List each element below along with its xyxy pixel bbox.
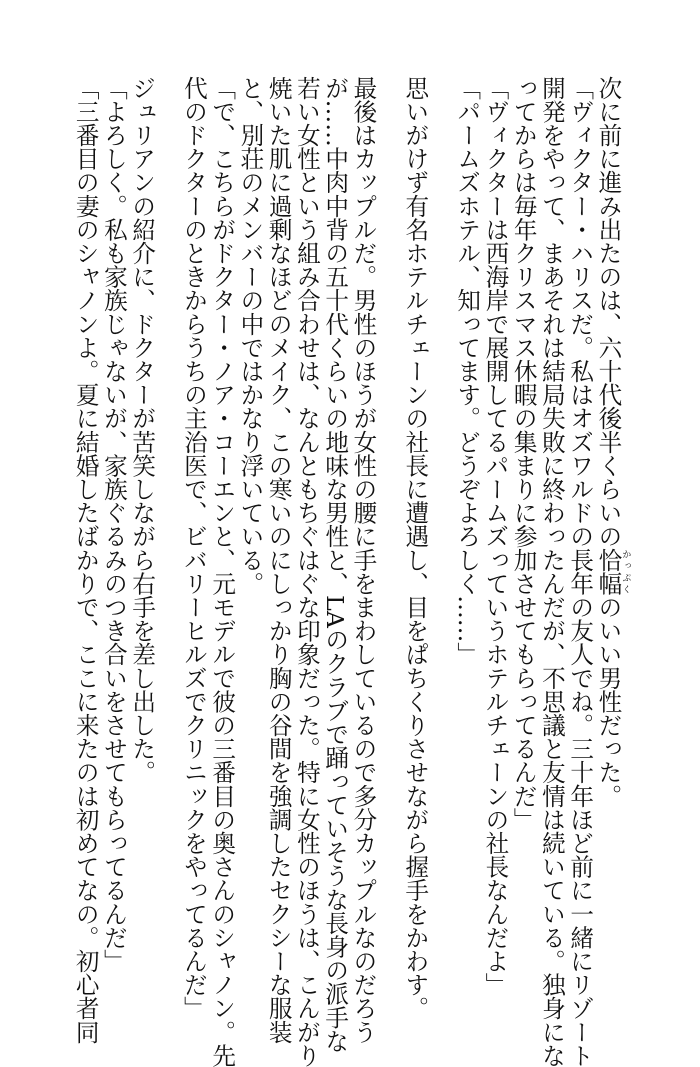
text-line: 若い女性という組み合わせは、なんともちぐはぐな印象だった。特に女性のほうは、こんがり bbox=[292, 76, 321, 1067]
ruby-suffix: のいい男性だった。 bbox=[594, 595, 623, 808]
text-line: ジュリアンの紹介に、ドクターが苦笑しながら右手を差し出した。 bbox=[128, 76, 157, 784]
text-line: 「ヴィクター・ハリスだ。私はオズワルドの長年の友人でね。三十年ほど前に一緒にリゾート bbox=[566, 76, 595, 1067]
text-line bbox=[594, 76, 646, 956]
ruby-reading: かっぷく bbox=[620, 548, 631, 596]
ruby-prefix: 次に前に進み出たのは、六十代後半くらいの bbox=[594, 76, 623, 548]
text-line: 思いがけず有名ホテルチェーンの社長に遭遇し、目をぱちくりさせながら握手をかわす。 bbox=[401, 76, 430, 1020]
ruby-word bbox=[594, 548, 631, 596]
text-line: 開発をやって、まあそれは結局失敗に終わったんだが、不思議と友情は続いている。独身にな bbox=[537, 76, 566, 1067]
text-line: 「三番目の妻のシャノンよ。夏に結婚したばかりで、ここに来たのは初めてなの。初心者同 bbox=[71, 76, 100, 1044]
vertical-text-body bbox=[71, 76, 646, 1067]
text-line: 最後はカップルだ。男性のほうが女性の腰に手をまわしているので多分カップルなのだろう bbox=[349, 76, 378, 1044]
text-line: ってからは毎年クリスマス休暇の集まりに参加させてもらってるんだ」 bbox=[509, 76, 538, 832]
text-line: 「ヴィクターは西海岸で展開してるパームズっていうホテルチェーンの社長なんだよ」 bbox=[481, 76, 510, 997]
text-line: 代のドクターのときからうちの主治医で、ビバリーヒルズでクリニックをやってるんだ」 bbox=[179, 76, 208, 1020]
ruby-base: 恰幅 bbox=[594, 548, 623, 596]
text-line: 「で、こちらがドクター・ノア・コーエンと、元モデルで彼の三番目の奥さんのシャノン。先 bbox=[208, 76, 237, 1067]
text-line: 「よろしく。私も家族じゃないが、家族ぐるみのつき合いをさせてもらってるんだ」 bbox=[99, 76, 128, 973]
text-line: 「パームズホテル、知ってます。どうぞよろしく……」 bbox=[453, 76, 482, 666]
text-line: が……中肉中背の五十代くらいの地味な男性と、LAのクラブで踊っていそうな長身の派手な bbox=[321, 76, 350, 1053]
text-line: と、別荘のメンバーの中ではかなり浮いている。 bbox=[236, 76, 265, 596]
text-line: 焼いた肌に過剰なほどのメイク、この寒いのにしっかり胸の谷間を強調したセクシーな服装 bbox=[264, 76, 293, 1044]
